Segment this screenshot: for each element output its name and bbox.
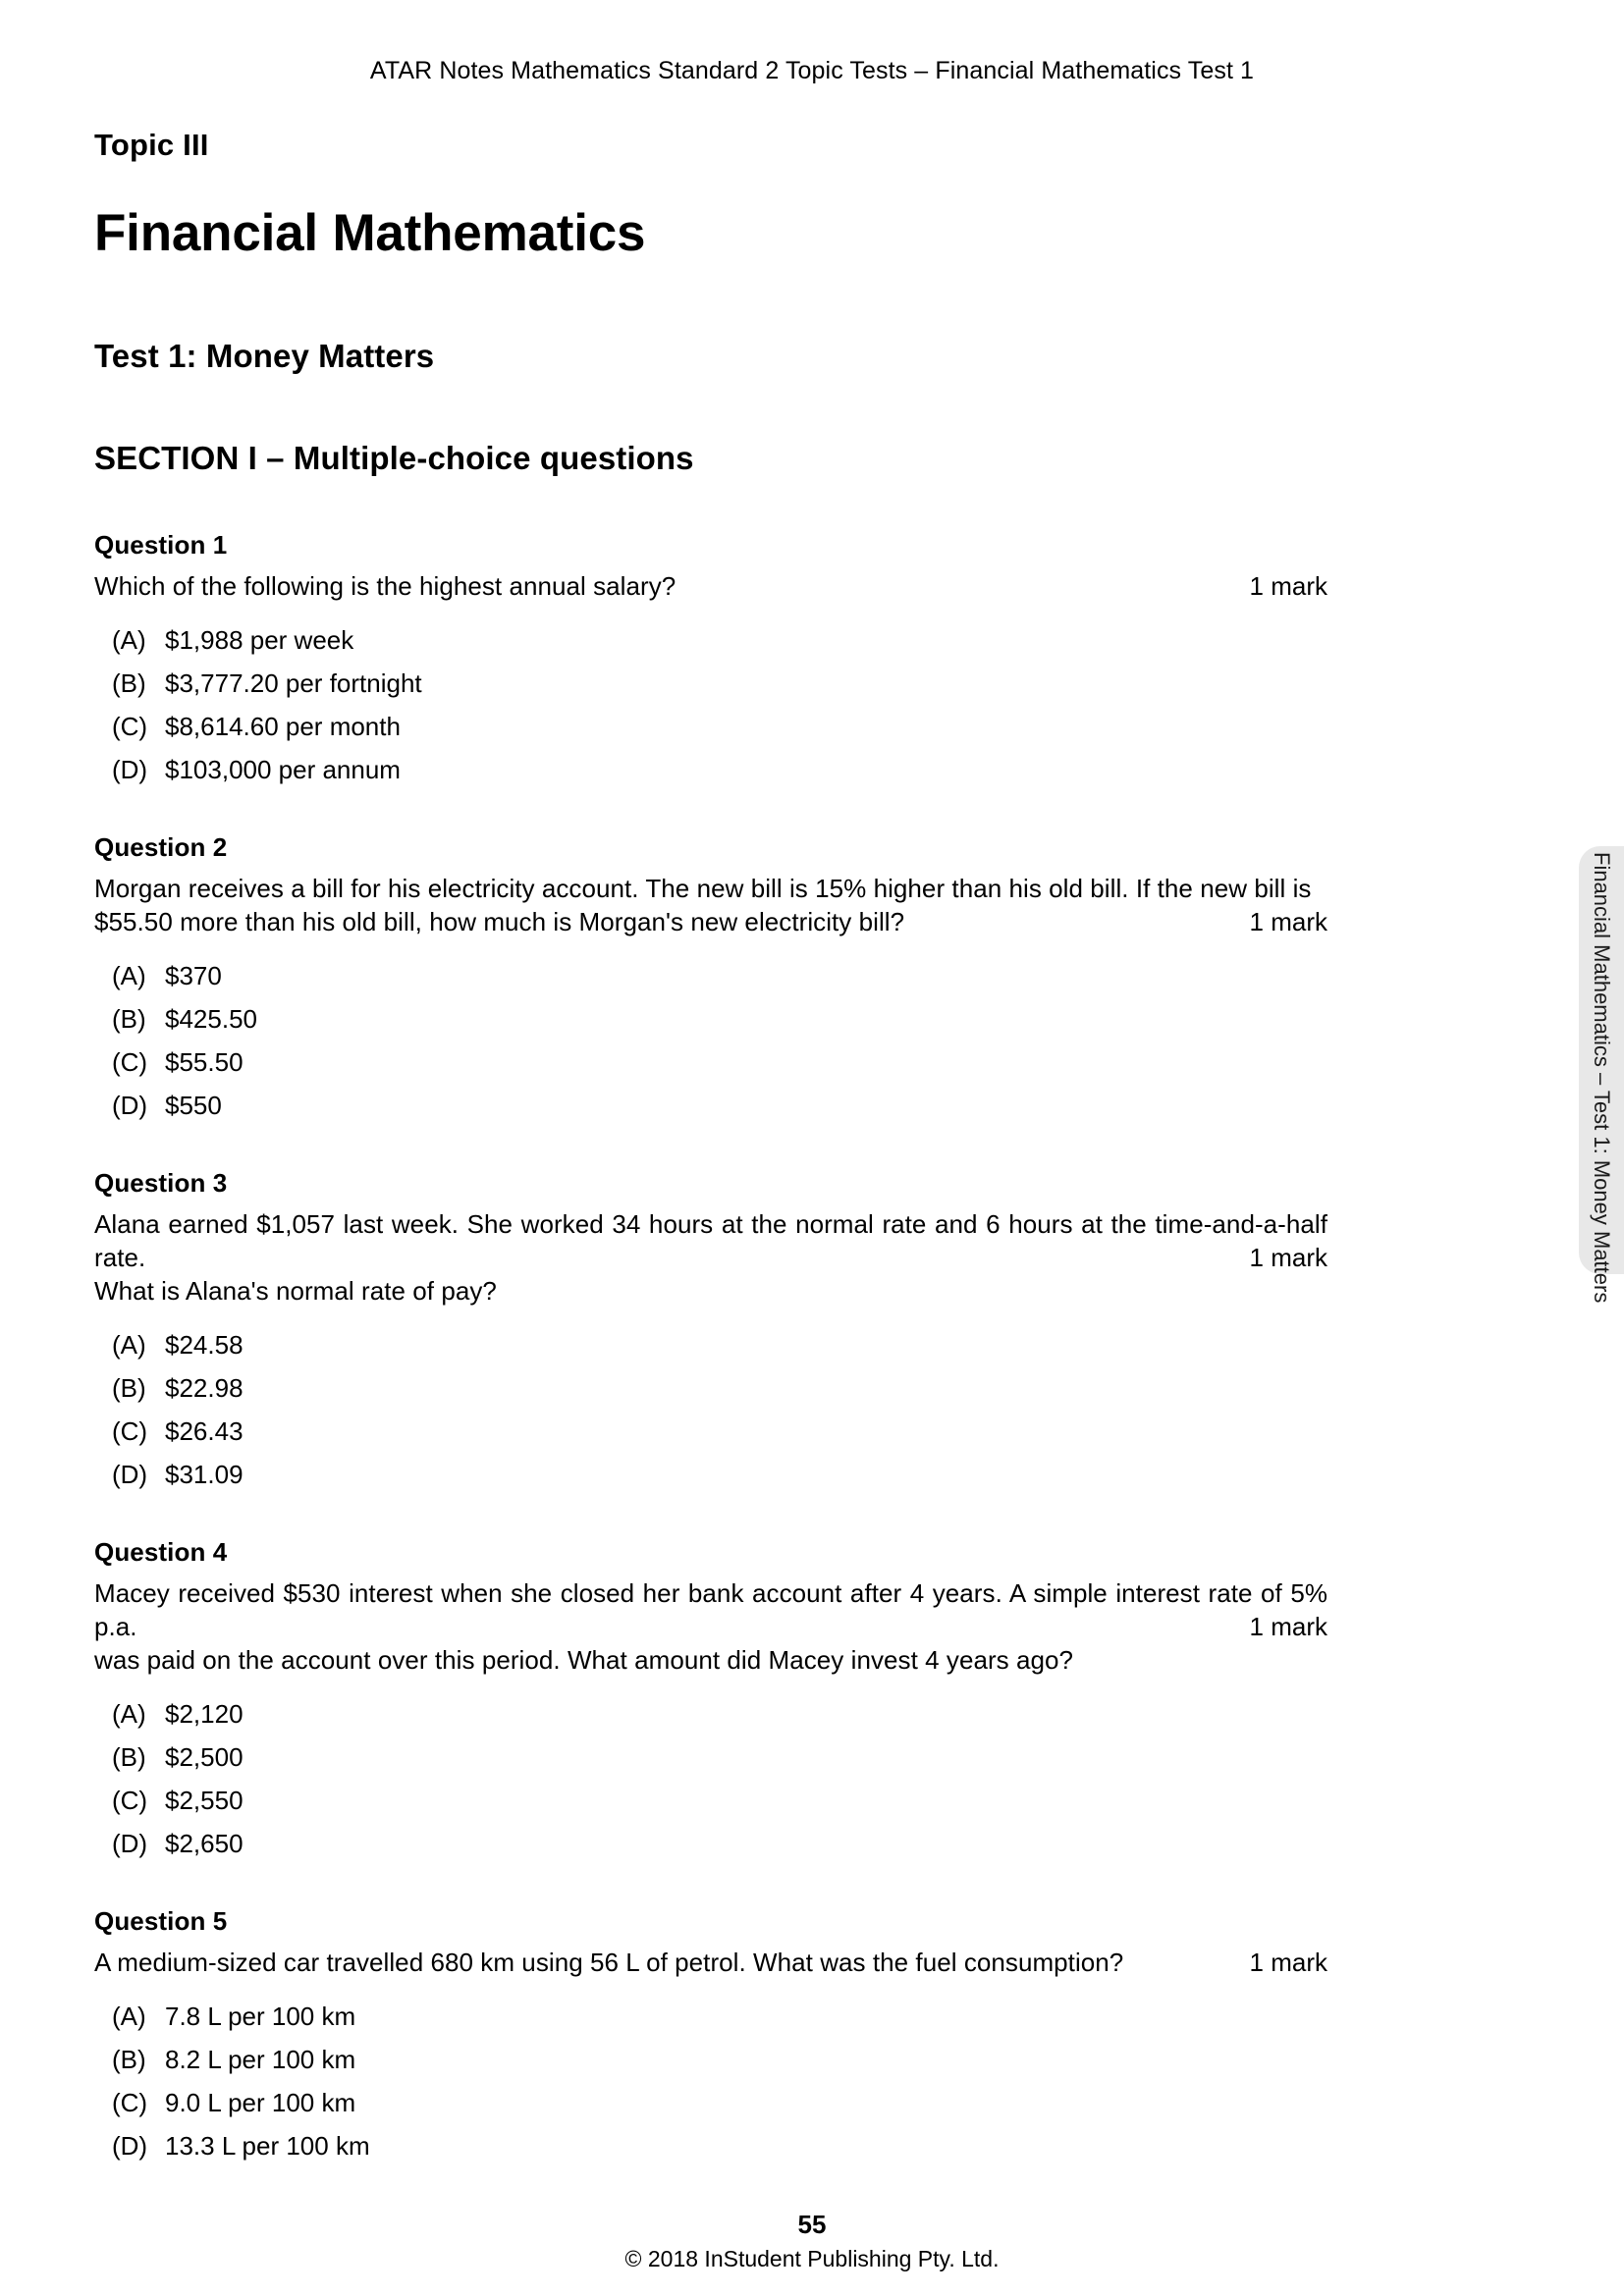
option-text: $8,614.60 per month <box>165 711 401 741</box>
answer-options <box>94 960 1538 1122</box>
answer-option[interactable] <box>94 1741 1538 1774</box>
option-letter: (A) <box>112 960 146 990</box>
copyright-notice: © 2018 InStudent Publishing Pty. Ltd. <box>624 2246 1000 2271</box>
answer-option[interactable] <box>94 1372 1538 1405</box>
answer-option[interactable] <box>94 2087 1538 2119</box>
question-label: Question 1 <box>94 529 228 560</box>
answer-option[interactable] <box>94 2001 1538 2033</box>
question-block <box>94 530 1538 823</box>
answer-option[interactable] <box>94 754 1538 786</box>
answer-option[interactable] <box>94 624 1538 657</box>
option-letter: (C) <box>112 1415 148 1446</box>
question-line: Morgan receives a bill for his electricity account. The new bill is 15% higher than his old bill. If the new bill is <box>94 873 1312 903</box>
question-label: Question 5 <box>94 1905 228 1936</box>
option-text: $31.09 <box>165 1459 244 1489</box>
questions-list <box>94 530 1538 2199</box>
question-text <box>94 569 1327 603</box>
side-tab-label: Financial Mathematics – Test 1: Money Matters <box>1590 852 1614 1304</box>
answer-options <box>94 1329 1538 1491</box>
option-text: 9.0 L per 100 km <box>165 2087 356 2117</box>
page-content <box>94 128 1538 2209</box>
option-letter: (C) <box>112 1046 148 1077</box>
question-spacer <box>94 1502 1538 1527</box>
mark-allocation: 1 mark <box>1249 1947 1327 1977</box>
answer-options <box>94 2001 1538 2163</box>
page-title: Financial Mathematics <box>94 204 646 262</box>
option-letter: (D) <box>112 1090 148 1120</box>
answer-option[interactable] <box>94 2130 1538 2163</box>
option-letter: (B) <box>112 1372 146 1403</box>
mark-allocation: 1 mark <box>1249 570 1327 601</box>
question-text <box>94 1207 1327 1308</box>
question-label: Question 3 <box>94 1167 228 1198</box>
option-text: $24.58 <box>165 1329 244 1360</box>
question-label: Question 4 <box>94 1536 228 1567</box>
option-letter: (B) <box>112 667 146 698</box>
page-footer <box>0 2210 1624 2272</box>
question-line: Alana earned $1,057 last week. She worked 34 hours at the normal rate and 6 hours at the time-and-a-half rate. <box>94 1208 1327 1272</box>
answer-options <box>94 1698 1538 1860</box>
option-letter: (D) <box>112 1828 148 1858</box>
option-letter: (A) <box>112 1329 146 1360</box>
answer-options <box>94 624 1538 786</box>
answer-option[interactable] <box>94 1698 1538 1731</box>
answer-option[interactable] <box>94 667 1538 700</box>
question-line: Which of the following is the highest annual salary? <box>94 570 677 601</box>
answer-option[interactable] <box>94 1459 1538 1491</box>
option-text: $22.98 <box>165 1372 244 1403</box>
option-letter: (B) <box>112 1003 146 1034</box>
answer-option[interactable] <box>94 960 1538 992</box>
question-block <box>94 1537 1538 1896</box>
option-letter: (A) <box>112 2001 146 2031</box>
test-title: Test 1: Money Matters <box>94 337 435 374</box>
option-text: $2,120 <box>165 1698 244 1729</box>
question-line: $55.50 more than his old bill, how much is Morgan's new electricity bill? <box>94 906 905 936</box>
option-text: $3,777.20 per fortnight <box>165 667 422 698</box>
question-text <box>94 1946 1327 1979</box>
mark-allocation: 1 mark <box>1249 906 1327 936</box>
option-letter: (D) <box>112 754 148 784</box>
option-text: $425.50 <box>165 1003 257 1034</box>
answer-option[interactable] <box>94 1329 1538 1362</box>
question-line: A medium-sized car travelled 680 km using 56 L of petrol. What was the fuel consumption? <box>94 1947 1124 1977</box>
question-text <box>94 872 1327 938</box>
question-spacer <box>94 1133 1538 1158</box>
page-number: 55 <box>797 2210 827 2239</box>
option-text: $103,000 per annum <box>165 754 401 784</box>
mark-allocation: 1 mark <box>1249 1611 1327 1641</box>
option-letter: (D) <box>112 1459 148 1489</box>
answer-option[interactable] <box>94 1415 1538 1448</box>
option-letter: (C) <box>112 1785 148 1815</box>
option-text: $2,650 <box>165 1828 244 1858</box>
option-text: 7.8 L per 100 km <box>165 2001 356 2031</box>
option-letter: (B) <box>112 1741 146 1772</box>
option-letter: (C) <box>112 2087 148 2117</box>
answer-option[interactable] <box>94 1785 1538 1817</box>
option-text: $550 <box>165 1090 222 1120</box>
question-spacer <box>94 1871 1538 1896</box>
option-letter: (D) <box>112 2130 148 2161</box>
question-spacer <box>94 2173 1538 2199</box>
question-spacer <box>94 797 1538 823</box>
option-letter: (A) <box>112 624 146 655</box>
mark-allocation: 1 mark <box>1249 1242 1327 1272</box>
option-letter: (C) <box>112 711 148 741</box>
side-tab <box>1579 846 1624 1304</box>
answer-option[interactable] <box>94 1828 1538 1860</box>
question-text <box>94 1576 1327 1677</box>
option-text: $1,988 per week <box>165 624 354 655</box>
option-text: $2,500 <box>165 1741 244 1772</box>
question-line: was paid on the account over this period. What amount did Macey invest 4 years ago? <box>94 1644 1074 1675</box>
question-line: Macey received $530 interest when she closed her bank account after 4 years. A simple interest rate of 5% p.a. <box>94 1577 1327 1641</box>
option-letter: (A) <box>112 1698 146 1729</box>
running-header: ATAR Notes Mathematics Standard 2 Topic Tests – Financial Mathematics Test 1 <box>369 57 1255 84</box>
option-text: $370 <box>165 960 222 990</box>
answer-option[interactable] <box>94 1003 1538 1036</box>
option-text: $55.50 <box>165 1046 244 1077</box>
topic-label: Topic III <box>94 128 209 162</box>
option-text: $26.43 <box>165 1415 244 1446</box>
section-title: SECTION I – Multiple-choice questions <box>94 439 694 476</box>
question-label: Question 2 <box>94 831 228 862</box>
question-block <box>94 832 1538 1158</box>
question-line: What is Alana's normal rate of pay? <box>94 1275 497 1306</box>
answer-option[interactable] <box>94 1046 1538 1079</box>
option-text: $2,550 <box>165 1785 244 1815</box>
answer-option[interactable] <box>94 2044 1538 2076</box>
option-text: 13.3 L per 100 km <box>165 2130 370 2161</box>
option-letter: (B) <box>112 2044 146 2074</box>
question-block <box>94 1906 1538 2199</box>
answer-option[interactable] <box>94 1090 1538 1122</box>
answer-option[interactable] <box>94 711 1538 743</box>
option-text: 8.2 L per 100 km <box>165 2044 356 2074</box>
question-block <box>94 1168 1538 1527</box>
